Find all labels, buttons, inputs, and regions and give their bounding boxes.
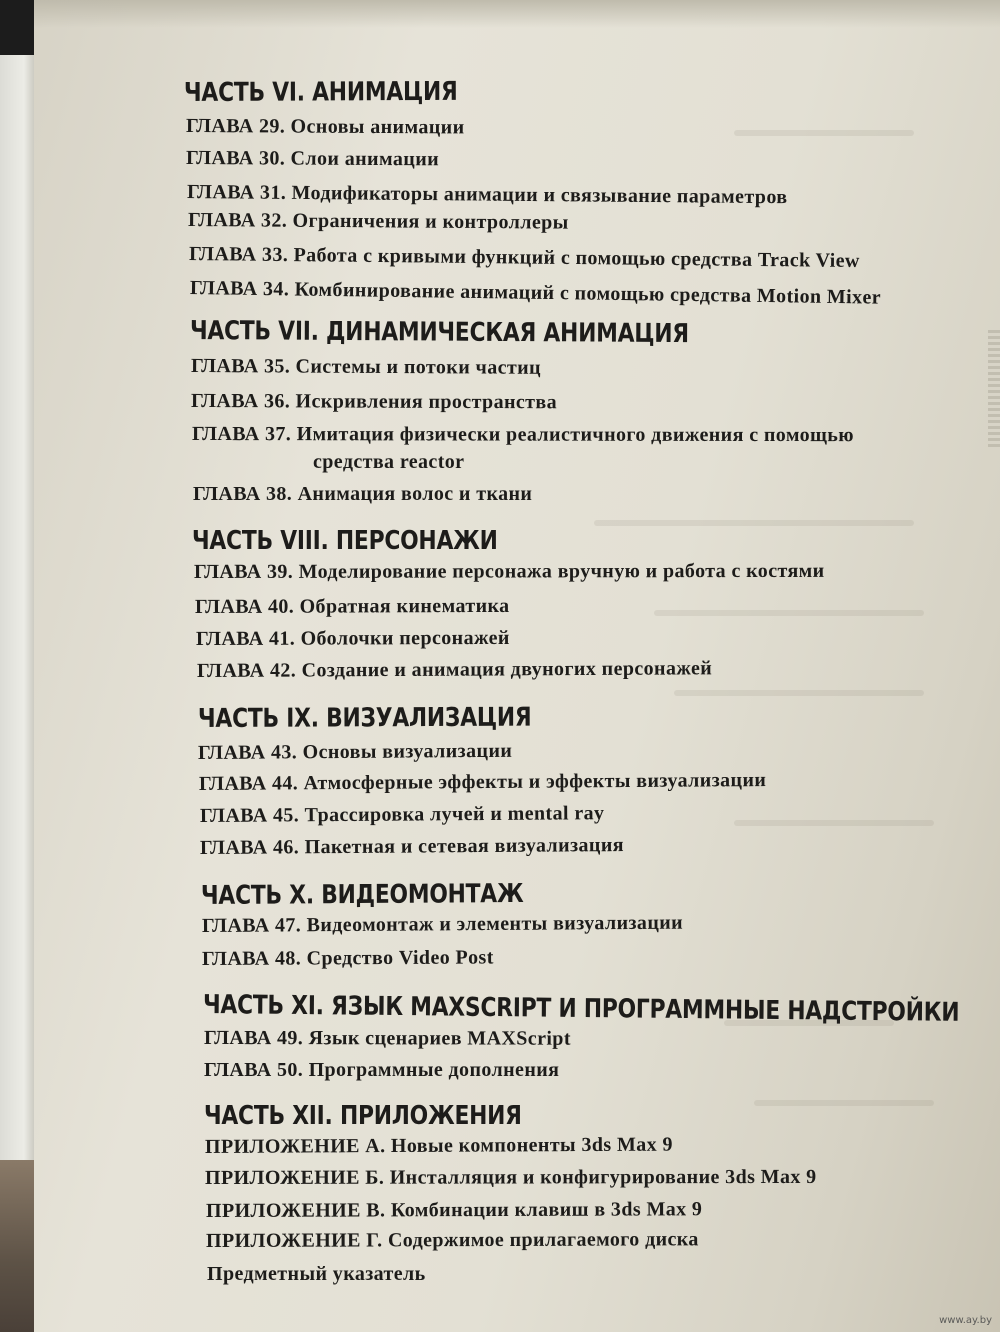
chapter-entry: ГЛАВА 48. Средство Video Post [201, 946, 494, 970]
chapter-entry: ГЛАВА 44. Атмосферные эффекты и эффекты визуализации [198, 769, 767, 795]
watermark: www.ay.by [939, 1315, 992, 1326]
chapter-entry: ГЛАВА 36. Искривления пространства [190, 390, 558, 414]
chapter-entry: ГЛАВА 47. Видеомонтаж и элементы визуализации [201, 911, 684, 937]
part-heading: ЧАСТЬ VII. ДИНАМИЧЕСКАЯ АНИМАЦИЯ [189, 316, 689, 350]
chapter-entry: ПРИЛОЖЕНИЕ Г. Содержимое прилагаемого диска [205, 1228, 699, 1252]
chapter-entry: ГЛАВА 34. Комбинирование анимаций с помощью средства Motion Mixer [189, 277, 882, 309]
chapter-entry: ПРИЛОЖЕНИЕ Б. Инсталляция и конфигурирование 3ds Max 9 [204, 1165, 817, 1189]
chapter-entry: ПРИЛОЖЕНИЕ А. Новые компоненты 3ds Max 9 [204, 1133, 673, 1158]
part-heading: ЧАСТЬ XII. ПРИЛОЖЕНИЯ [204, 1101, 522, 1131]
chapter-entry: ГЛАВА 43. Основы визуализации [197, 739, 513, 764]
chapter-entry: ГЛАВА 33. Работа с кривыми функций с помощью средства Track View [188, 243, 860, 273]
chapter-entry: ГЛАВА 46. Пакетная и сетевая визуализация [199, 834, 625, 859]
part-heading: ЧАСТЬ X. ВИДЕОМОНТАЖ [200, 878, 524, 911]
chapter-entry: ГЛАВА 49. Язык сценариев MAXScript [203, 1027, 571, 1050]
chapter-entry: ГЛАВА 35. Системы и потоки частиц [190, 355, 542, 379]
table-of-contents [34, 0, 1000, 1332]
chapter-entry: ГЛАВА 42. Создание и анимация двуногих персонажей [196, 657, 713, 682]
chapter-entry: ГЛАВА 29. Основы анимации [185, 115, 465, 139]
chapter-entry: ГЛАВА 37. Имитация физически реалистичного движения с помощью [191, 423, 854, 447]
chapter-entry: ГЛАВА 30. Слои анимации [185, 147, 440, 171]
chapter-entry: ГЛАВА 39. Моделирование персонажа вручную и работа с костями [193, 559, 825, 583]
part-heading: ЧАСТЬ VIII. ПЕРСОНАЖИ [192, 526, 498, 556]
part-heading: ЧАСТЬ IX. ВИЗУАЛИЗАЦИЯ [197, 702, 532, 734]
chapter-entry: ГЛАВА 50. Программные дополнения [204, 1059, 560, 1081]
part-heading: ЧАСТЬ XI. ЯЗЫК MAXSCRIPT И ПРОГРАММНЫЕ НАДСТРОЙКИ [202, 990, 960, 1028]
chapter-entry: ПРИЛОЖЕНИЕ В. Комбинации клавиш в 3ds Max 9 [205, 1198, 703, 1222]
chapter-entry: ГЛАВА 31. Модификаторы анимации и связывание параметров [186, 181, 788, 209]
part-heading: ЧАСТЬ VI. АНИМАЦИЯ [183, 76, 458, 108]
chapter-title-continuation: средства reactor [313, 451, 465, 473]
book-page [34, 0, 1000, 1332]
chapter-entry: ГЛАВА 32. Ограничения и контроллеры [187, 209, 569, 234]
chapter-entry: ГЛАВА 45. Трассировка лучей и mental ray [199, 802, 605, 827]
chapter-entry: ГЛАВА 38. Анимация волос и ткани [193, 483, 533, 505]
chapter-entry: ГЛАВА 40. Обратная кинематика [194, 594, 510, 618]
chapter-entry: ГЛАВА 41. Оболочки персонажей [195, 626, 510, 650]
chapter-entry: Предметный указатель [207, 1263, 426, 1285]
